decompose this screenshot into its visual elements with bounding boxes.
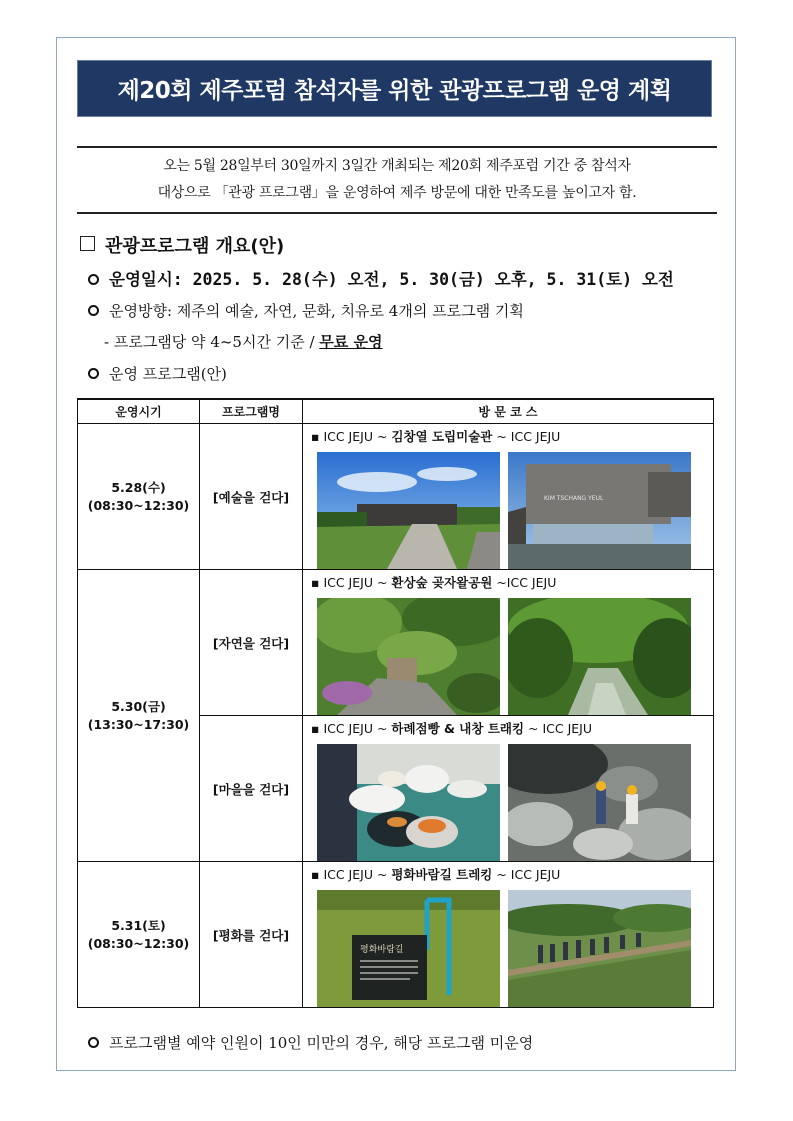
course-route: ▪ ICC JEJU ~ 김창열 도립미술관 ~ ICC JEJU xyxy=(311,429,561,444)
course-route: ▪ ICC JEJU ~ 하례점빵 & 내창 트래킹 ~ ICC JEJU xyxy=(311,721,593,736)
free-operation-emphasis: 무료 운영 xyxy=(319,333,383,351)
period-date: 5.30(금) xyxy=(111,698,166,714)
square-bullet-icon xyxy=(80,236,95,251)
bullet-direction-text: 운영방향: 제주의 예술, 자연, 문화, 치유로 4개의 프로그램 기획 xyxy=(109,302,524,320)
period-date: 5.31(토) xyxy=(111,917,166,933)
course-cell xyxy=(303,716,714,862)
program-table xyxy=(77,398,714,1008)
period-time: (08:30~12:30) xyxy=(87,497,190,513)
svg-text:KIM TSCHANG YEUL: KIM TSCHANG YEUL xyxy=(544,495,604,502)
intro-line-2: 대상으로 「관광 프로그램」을 운영하여 제주 방문에 대한 만족도를 높이고자 함. xyxy=(157,185,637,201)
section-heading xyxy=(80,232,284,258)
intro-line-1: 오는 5월 28일부터 30일까지 3일간 개최되는 제20회 제주포럼 기간 중 참석자 xyxy=(163,158,631,174)
section-heading-text: 관광프로그램 개요(안) xyxy=(105,236,285,257)
circle-bullet-icon xyxy=(88,274,99,285)
period-cell xyxy=(78,862,200,1008)
bread-making-photo xyxy=(317,744,500,861)
program-name: [자연을 걷다] xyxy=(200,570,303,716)
museum-building-photo xyxy=(508,452,691,569)
group-trekking-photo xyxy=(508,890,691,1007)
svg-text:평화바람길: 평화바람길 xyxy=(360,945,404,955)
table-header-row xyxy=(78,399,714,424)
header-course: 방 문 코 스 xyxy=(303,399,714,424)
course-cell xyxy=(303,424,714,570)
museum-exterior-photo xyxy=(317,452,500,569)
sub-direction-text: - 프로그램당 약 4~5시간 기준 / xyxy=(104,333,320,351)
table-row xyxy=(78,862,714,1008)
header-period: 운영시기 xyxy=(78,399,200,424)
table-row xyxy=(78,570,714,716)
intro-paragraph xyxy=(77,146,717,214)
course-route: ▪ ICC JEJU ~ 환상숲 곶자왈공원 ~ICC JEJU xyxy=(311,575,557,590)
period-cell xyxy=(78,424,200,570)
peace-trail-sign-photo xyxy=(317,890,500,1007)
course-place: 하례점빵 & 내창 트래킹 xyxy=(391,721,525,736)
period-time: (08:30~12:30) xyxy=(87,935,190,951)
sub-direction xyxy=(104,331,382,352)
forest-stream-photo xyxy=(508,598,691,715)
bullet-schedule xyxy=(88,266,674,290)
circle-bullet-icon xyxy=(88,1037,99,1048)
bullet-direction xyxy=(88,300,524,321)
program-name: [평화를 걷다] xyxy=(200,862,303,1008)
bullet-program xyxy=(88,363,227,384)
document-title-banner xyxy=(77,60,712,117)
stream-trekking-photo xyxy=(508,744,691,861)
period-time: (13:30~17:30) xyxy=(87,716,190,732)
bullet-schedule-text: 운영일시: 2025. 5. 28(수) 오전, 5. 30(금) 오후, 5. 31(토) 오전 xyxy=(109,270,674,289)
footer-note xyxy=(88,1032,533,1053)
forest-garden-photo xyxy=(317,598,500,715)
course-cell xyxy=(303,862,714,1008)
period-cell xyxy=(78,570,200,862)
period-date: 5.28(수) xyxy=(111,479,166,495)
program-name: [예술을 걷다] xyxy=(200,424,303,570)
circle-bullet-icon xyxy=(88,368,99,379)
footer-note-text: 프로그램별 예약 인원이 10인 미만의 경우, 해당 프로그램 미운영 xyxy=(109,1034,534,1052)
course-place: 김창열 도립미술관 xyxy=(391,429,493,444)
course-place: 환상숲 곶자왈공원 xyxy=(391,575,493,590)
header-program: 프로그램명 xyxy=(200,399,303,424)
circle-bullet-icon xyxy=(88,305,99,316)
course-place: 평화바람길 트레킹 xyxy=(391,867,493,882)
bullet-program-text: 운영 프로그램(안) xyxy=(109,365,227,383)
course-route: ▪ ICC JEJU ~ 평화바람길 트레킹 ~ ICC JEJU xyxy=(311,867,561,882)
document-title: 제20회 제주포럼 참석자를 위한 관광프로그램 운영 계획 xyxy=(117,78,672,104)
table-row xyxy=(78,424,714,570)
course-cell xyxy=(303,570,714,716)
program-name: [마을을 걷다] xyxy=(200,716,303,862)
